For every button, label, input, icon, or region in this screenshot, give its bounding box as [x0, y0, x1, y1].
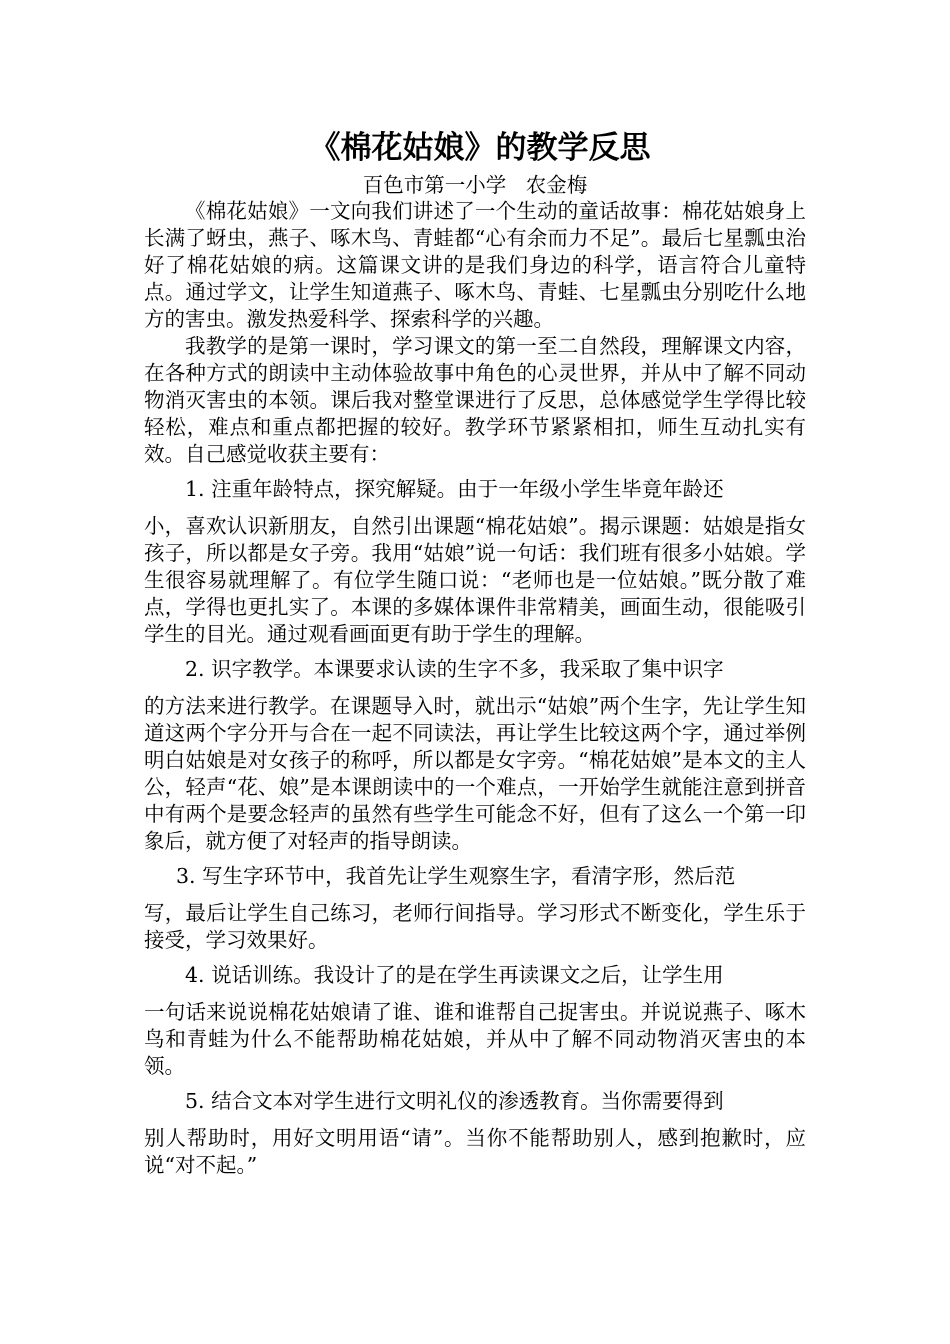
list-item-body: 别人帮助时，用好文明用语“请”。当你不能帮助别人，感到抱歉时，应说“对不起。” [144, 1126, 806, 1177]
list-item-first-line: 4. 说话训练。我设计了的是在学生再读课文之后，让学生用 [185, 963, 724, 987]
list-item [144, 863, 806, 954]
list-item-first-line: 2. 识字教学。本课要求认读的生字不多，我采取了集中识字 [185, 657, 724, 681]
list-item-body: 一句话来说说棉花姑娘请了谁、谁和谁帮自己捉害虫。并说说燕子、啄木鸟和青蛙为什么不能帮助棉花姑娘，并从中了解不同动物消灭害虫的本领。 [144, 1000, 806, 1078]
document-page [144, 128, 806, 1179]
document-title: 《棉花姑娘》的教学反思 [309, 130, 651, 166]
list-item-body: 的方法来进行教学。在课题导入时，就出示“姑娘”两个生字，先让学生知道这两个字分开与合在一起不同读法，再让学生比较这两个字，通过举例明白姑娘是对女孩子的称呼，所以都是女字旁。“棉花姑娘”是本文的主人公，轻声“花、娘”是本课朗读中的一个难点，一开始学生就能注意到拼音中有两个是要念轻声的虽然有些学生可能念不好，但有了这么一个第一印象后，就方便了对轻声的指导朗读。 [144, 694, 806, 853]
intro-paragraph: 《棉花姑娘》一文向我们讲述了一个生动的童话故事：棉花姑娘身上长满了蚜虫，燕子、啄木鸟、青蛙都“心有余而力不足”。最后七星瓢虫治好了棉花姑娘的病。这篇课文讲的是我们身边的科学，语言符合儿童特点。通过学文，让学生知道燕子、啄木鸟、青蛙、七星瓢虫分别吃什么地方的害虫。激发热爱科学、探索科学的兴趣。 [144, 199, 806, 331]
list-item-body: 小，喜欢认识新朋友，自然引出课题“棉花姑娘”。揭示课题：姑娘是指女孩子，所以都是女子旁。我用“姑娘”说一句话：我们班有很多小姑娘。学生很容易就理解了。有位学生随口说：“老师也是一位姑娘。”既分散了难点，学得也更扎实了。本课的多媒体课件非常精美，画面生动，很能吸引学生的目光。通过观看画面更有助于学生的理解。 [144, 514, 806, 646]
list-item-first-line: 3. 写生字环节中，我首先让学生观察生字，看清字形，然后范 [176, 864, 736, 888]
list-item-first-line: 1. 注重年龄特点，探究解疑。由于一年级小学生毕竟年龄还 [185, 477, 724, 501]
list-item [144, 1088, 806, 1179]
list-item [144, 656, 806, 855]
author-line: 百色市第一小学 农金梅 [362, 173, 588, 197]
list-item [144, 476, 806, 648]
summary-paragraph: 我教学的是第一课时，学习课文的第一至二自然段，理解课文内容，在各种方式的朗读中主动体验故事中角色的心灵世界，并从中了解不同动物消灭害虫的本领。课后我对整堂课进行了反思，总体感觉学生学得比较轻松，难点和重点都把握的较好。教学环节紧紧相扣，师生互动扎实有效。自己感觉收获主要有： [144, 334, 806, 466]
list-item [144, 962, 806, 1080]
list-item-first-line: 5. 结合文本对学生进行文明礼仪的渗透教育。当你需要得到 [185, 1089, 724, 1113]
list-item-body: 写，最后让学生自己练习，老师行间指导。学习形式不断变化，学生乐于接受，学习效果好。 [144, 901, 806, 952]
